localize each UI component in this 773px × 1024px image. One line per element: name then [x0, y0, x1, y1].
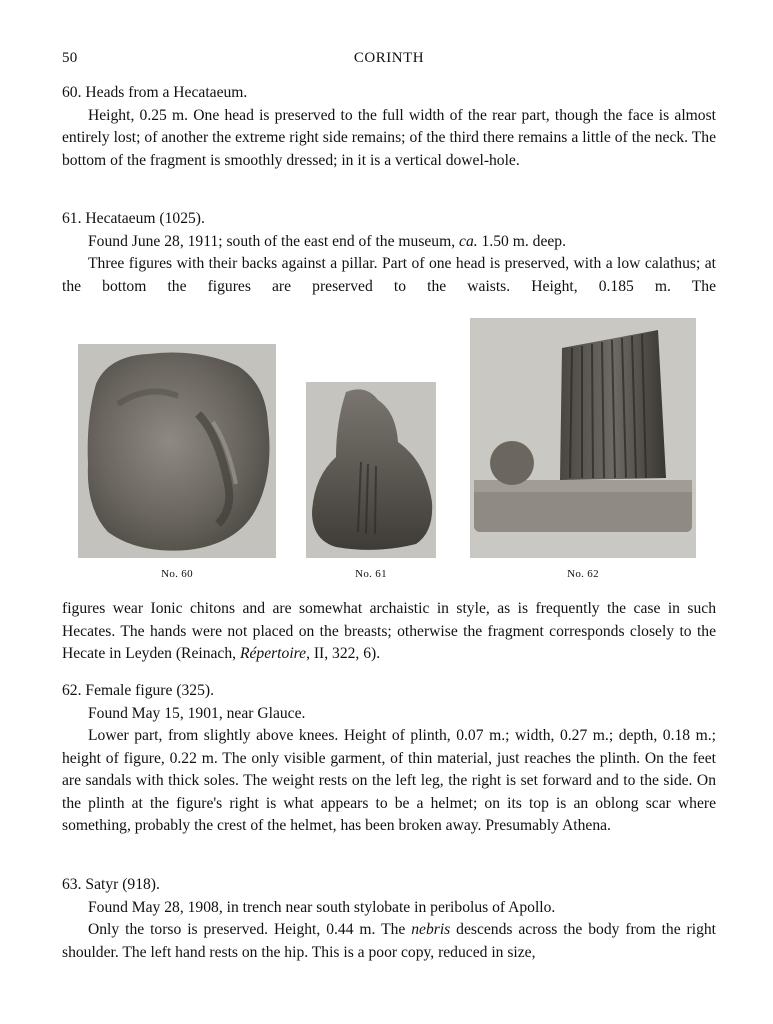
entry-63-title: 63. Satyr (918).: [62, 876, 160, 893]
entry-61-found-pre: Found June 28, 1911; south of the east end of the museum,: [88, 232, 460, 250]
entry-61-found: [62, 231, 716, 254]
entry-61-text-after: [62, 598, 716, 666]
entry-62-found: Found May 15, 1901, near Glauce.: [88, 704, 306, 722]
page-number: 50: [62, 50, 78, 66]
entry-62-title: 62. Female figure (325).: [62, 682, 214, 699]
entry-61-continued: [62, 598, 716, 666]
figure-60-photo: [78, 344, 276, 558]
figure-60-caption: No. 60: [161, 568, 193, 580]
figure-62-stone: [470, 318, 696, 558]
figure-62-caption: No. 62: [567, 568, 599, 580]
entry-60: [62, 82, 716, 172]
figure-61-photo: [306, 382, 436, 558]
figure-62-photo: [470, 318, 696, 558]
figure-61-stone: [306, 382, 436, 558]
entry-61-text-after-italic: Répertoire: [239, 645, 307, 662]
figure-60-stone: [78, 344, 276, 558]
entry-63-text-post: descends across the body from the right shoulder. The left hand rests on the hip. This is a poor copy, reduced in size,: [62, 921, 716, 961]
entry-62: [62, 680, 716, 838]
entry-61-text-after-post: , II, 322, 6).: [306, 645, 381, 662]
entry-61-found-post: 1.50 m. deep.: [477, 232, 567, 250]
running-title: CORINTH: [353, 50, 425, 66]
entry-61-text-before: Three figures with their backs against a pillar. Part of one head is preserved, with a low calathus; at the bottom the figures are preserved to the waists. Height, 0.185 m. The: [62, 255, 716, 295]
page-header: [62, 50, 716, 72]
entry-61: [62, 208, 716, 298]
entry-63-found: Found May 28, 1908, in trench near south stylobate in peribolus of Apollo.: [88, 898, 556, 916]
figure-61-caption: No. 61: [355, 568, 387, 580]
entry-63-text-italic: nebris: [411, 921, 451, 938]
entry-60-text: Height, 0.25 m. One head is preserved to the full width of the rear part, though the face is almost entirely lost; of another the extreme right side remains; of the third there remains a little of the neck. The bottom of the fragment is smoothly dressed; in it is a vertical dowel-hole.: [62, 106, 716, 169]
entry-61-text-after-pre: figures wear Ionic chitons and are somewhat archaistic in style, as is frequently the case in such Hecates. The hands were not placed on the breasts; otherwise the fragment corresponds closely to the Hecate in Leyden (Reinach,: [62, 600, 716, 662]
entry-63-text-pre: Only the torso is preserved. Height, 0.44 m. The: [88, 921, 412, 938]
entry-63: [62, 874, 716, 964]
entry-61-found-italic: ca.: [459, 232, 478, 250]
entry-61-title: 61. Hecataeum (1025).: [62, 210, 205, 227]
entry-62-text: Lower part, from slightly above knees. Height of plinth, 0.07 m.; width, 0.27 m.; depth, 0.18 m.; height of figure, 0.22 m. The only visible garment, of thin material, just reaches the plinth. On the feet are sandals with thick soles. The weight rests on the left leg, the right is set forward and to the side. On the plinth at the figure's right is what appears to be a helmet; on its top is an oblong scar where something, probably the crest of the helmet, has been broken away. Presumably Athena.: [62, 727, 716, 834]
entry-63-text: [62, 919, 716, 964]
entry-60-title: 60. Heads from a Hecataeum.: [62, 84, 248, 101]
